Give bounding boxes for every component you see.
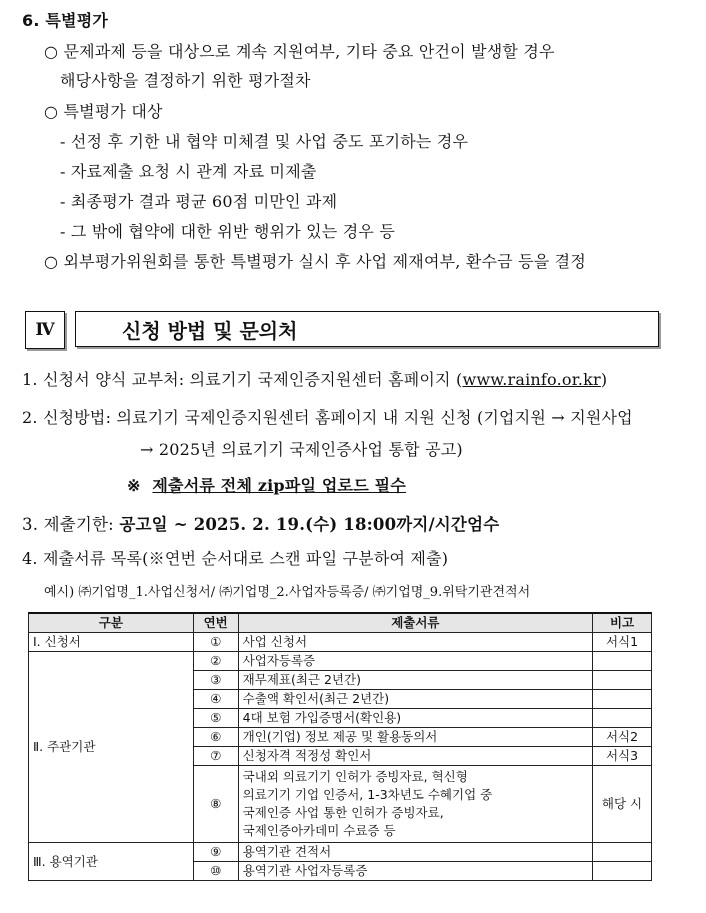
table-row (29, 652, 652, 671)
table-row (29, 843, 652, 862)
note-cell (593, 671, 652, 690)
item3 (22, 511, 499, 535)
number-cell: ⑨ (193, 843, 238, 862)
document-cell: 용역기관 사업자등록증 (238, 862, 592, 881)
number-cell: ③ (193, 671, 238, 690)
category-cell: Ⅲ. 용역기관 (29, 843, 194, 881)
item4: 4. 제출서류 목록(※연번 순서대로 스캔 파일 구분하여 제출) (22, 549, 449, 568)
deadline: 공고일 ~ 2025. 2. 19.(수) 18:00까지/시간엄수 (119, 515, 500, 534)
sec6-item: - 자료제출 요청 시 관계 자료 미제출 (60, 162, 317, 181)
section-roman-numeral: Ⅳ (25, 311, 65, 349)
section-title: 신청 방법 및 문의처 (75, 311, 659, 347)
table-row (29, 633, 652, 652)
document-cell: 개인(기업) 정보 제공 및 활용동의서 (238, 728, 592, 747)
document-cell: 용역기관 견적서 (238, 843, 592, 862)
category-cell: Ⅱ. 주관기관 (29, 652, 194, 843)
note-cell: 해당 시 (593, 766, 652, 843)
documents-table (28, 612, 652, 881)
document-line: 국제인증아카데미 수료증 등 (242, 823, 396, 838)
table-header-row (29, 613, 652, 633)
header-document: 제출서류 (238, 613, 592, 633)
sec6-bullet1-line2: 해당사항을 결정하기 위한 평가절차 (60, 71, 311, 90)
sec6-bullet1-line1: ○ 문제과제 등을 대상으로 계속 지원여부, 기타 중요 안건이 발생할 경우 (44, 42, 555, 61)
item2-line1: 2. 신청방법: 의료기기 국제인증지원센터 홈페이지 내 지원 신청 (기업지원 → 지원사업 (22, 408, 633, 427)
notice (127, 473, 406, 496)
item1-close: ) (600, 370, 608, 389)
note-cell (593, 690, 652, 709)
number-cell: ② (193, 652, 238, 671)
document-cell: 수출액 확인서(최근 2년간) (238, 690, 592, 709)
number-cell: ① (193, 633, 238, 652)
item3-label: 3. 제출기한: (22, 515, 120, 534)
number-cell: ⑥ (193, 728, 238, 747)
document-cell (238, 766, 592, 843)
filename-example: 예시) ㈜기업명_1.사업신청서/ ㈜기업명_2.사업자등록증/ ㈜기업명_9.위탁기관견적서 (44, 585, 531, 600)
note-cell (593, 652, 652, 671)
note-cell: 서식1 (593, 633, 652, 652)
note-cell: 서식3 (593, 747, 652, 766)
note-cell (593, 843, 652, 862)
sec6-item: - 최종평가 결과 평균 60점 미만인 과제 (60, 192, 338, 211)
header-category: 구분 (29, 613, 194, 633)
document-cell: 사업자등록증 (238, 652, 592, 671)
document-cell: 재무제표(최근 2년간) (238, 671, 592, 690)
sec6-item: - 그 밖에 협약에 대한 위반 행위가 있는 경우 등 (60, 222, 395, 241)
document-line: 의료기기 기업 인증서, 1-3차년도 수혜기업 중 (242, 787, 493, 802)
notice-text: 제출서류 전체 zip파일 업로드 필수 (152, 476, 406, 495)
header-number: 연번 (193, 613, 238, 633)
note-cell: 서식2 (593, 728, 652, 747)
section6-title: 6. 특별평가 (22, 11, 109, 30)
sec6-bullet2: ○ 특별평가 대상 (44, 102, 163, 121)
number-cell: ⑩ (193, 862, 238, 881)
document-cell: 4대 보험 가입증명서(확인용) (238, 709, 592, 728)
note-cell (593, 709, 652, 728)
document-cell: 신청자격 적정성 확인서 (238, 747, 592, 766)
document-cell: 사업 신청서 (238, 633, 592, 652)
number-cell: ⑦ (193, 747, 238, 766)
notice-mark: ※ (127, 476, 141, 495)
number-cell: ⑧ (193, 766, 238, 843)
note-cell (593, 862, 652, 881)
document-line: 국내외 의료기기 인허가 증빙자료, 혁신형 (242, 769, 468, 784)
number-cell: ⑤ (193, 709, 238, 728)
header-note: 비고 (593, 613, 652, 633)
item1-label: 1. 신청서 양식 교부처: 의료기기 국제인증지원센터 홈페이지 ( (22, 370, 463, 389)
sec6-item: - 선정 후 기한 내 협약 미체결 및 사업 중도 포기하는 경우 (60, 132, 469, 151)
website-link[interactable]: www.rainfo.or.kr (462, 370, 601, 389)
item2-line2: → 2025년 의료기기 국제인증사업 통합 공고) (140, 440, 463, 459)
sec6-bullet3: ○ 외부평가위원회를 통한 특별평가 실시 후 사업 제재여부, 환수금 등을 결정 (44, 252, 586, 271)
number-cell: ④ (193, 690, 238, 709)
section-header (25, 311, 662, 350)
document-line: 국제인증 사업 통한 인허가 증빙자료, (242, 805, 444, 820)
item1-text (22, 367, 607, 390)
category-cell: Ⅰ. 신청서 (29, 633, 194, 652)
